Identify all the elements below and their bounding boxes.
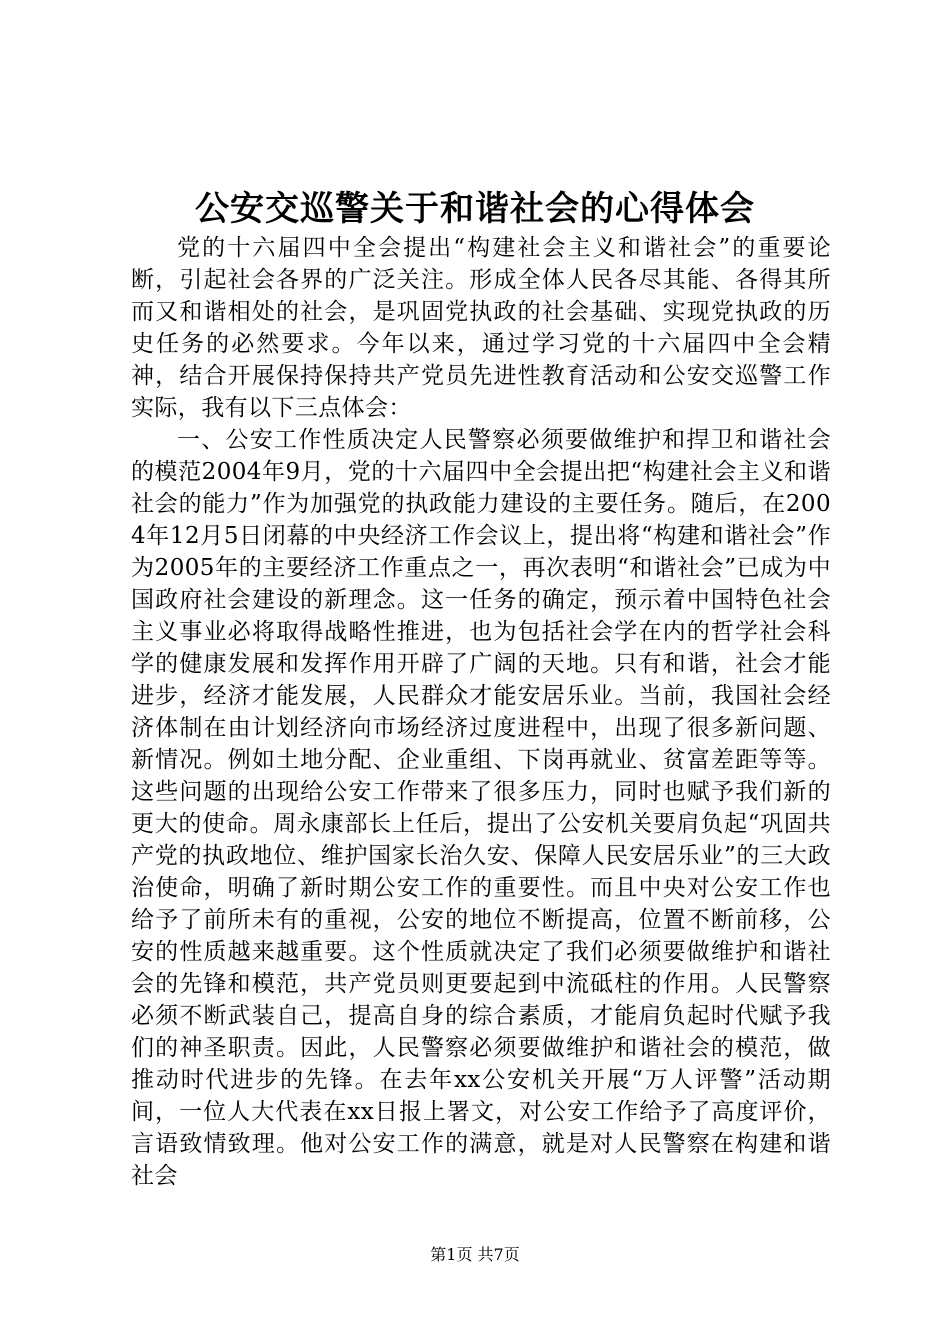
page-number-footer: 第1页 共7页 (430, 1245, 520, 1264)
paragraph-section-one: 一、公安工作性质决定人民警察必须要做维护和捍卫和谐社会的模范2004年9月，党的十六届四中全会提出把“构建社会主义和谐社会的能力”作为加强党的执政能力建设的主要任务。随后，在2004年12月5日闭幕的中央经济工作会议上，提出将“构建和谐社会”作为2005年的主要经济工作重点之一，再次表明“和谐社会”已成为中国政府社会建设的新理念。这一任务的确定，预示着中国特色社会主义事业必将取得战略性推进，也为包括社会学在内的哲学社会科学的健康发展和发挥作用开辟了广阔的天地。只有和谐，社会才能进步，经济才能发展，人民群众才能安居乐业。当前，我国社会经济体制在由计划经济向市场经济过度进程中，出现了很多新问题、新情况。例如土地分配、企业重组、下岗再就业、贫富差距等等。这些问题的出现给公安工作带来了很多压力，同时也赋予我们新的更大的使命。周永康部长上任后，提出了公安机关要肩负起“巩固共产党的执政地位、维护国家长治久安、保障人民安居乐业”的三大政治使命，明确了新时期公安工作的重要性。而且中央对公安工作也给予了前所未有的重视，公安的地位不断提高，位置不断前移，公安的性质越来越重要。这个性质就决定了我们必须要做维护和谐社会的先锋和模范，共产党员则更要起到中流砥柱的作用。人民警察必须不断武装自己，提高自身的综合素质，才能肩负起时代赋予我们的神圣职责。因此，人民警察必须要做维护和谐社会的模范，做推动时代进步的先锋。在去年xx公安机关开展“万人评警”活动期间，一位人大代表在xx日报上署文，对公安工作给予了高度评价，言语致情致理。他对公安工作的满意，就是对人民警察在构建和谐社会 (131, 427, 831, 1189)
document-title: 公安交巡警关于和谐社会的心得体会 (195, 189, 755, 229)
document-body (131, 232, 831, 1192)
paragraph-intro: 党的十六届四中全会提出“构建社会主义和谐社会”的重要论断，引起社会各界的广泛关注。形成全体人民各尽其能、各得其所而又和谐相处的社会，是巩固党执政的社会基础、实现党执政的历史任务的必然要求。今年以来，通过学习党的十六届四中全会精神，结合开展保持保持共产党员先进性教育活动和公安交巡警工作实际，我有以下三点体会： (131, 235, 831, 421)
